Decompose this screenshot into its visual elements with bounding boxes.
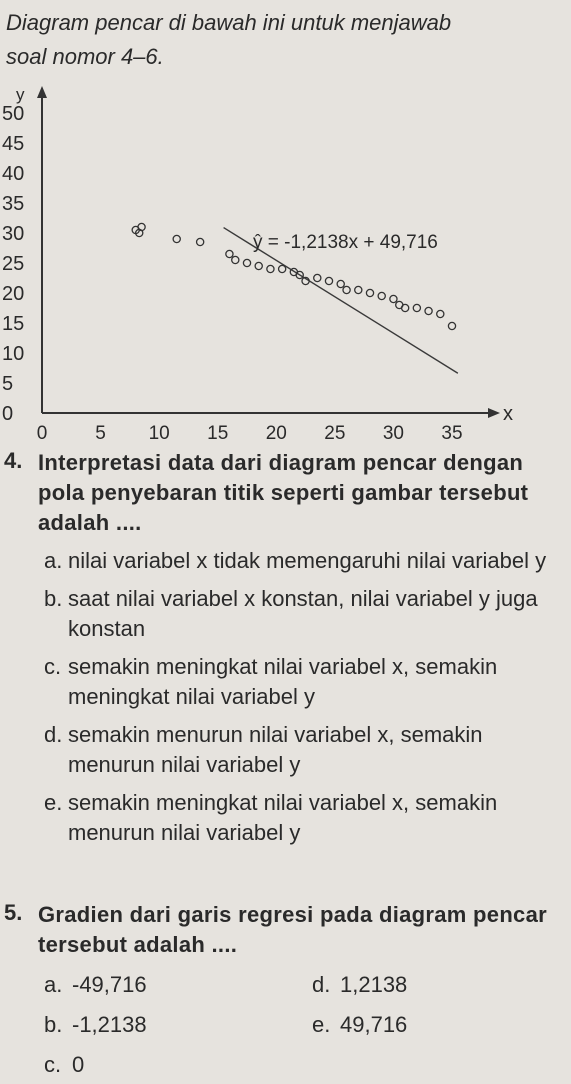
option-label: b. xyxy=(44,586,63,611)
data-point xyxy=(337,280,344,287)
scatter-diagram xyxy=(0,80,571,440)
data-point xyxy=(355,286,362,293)
option-5b[interactable] xyxy=(44,1010,312,1040)
option-label: a. xyxy=(44,548,63,573)
option-text: -1,2138 xyxy=(72,1012,147,1037)
option-text: -49,716 xyxy=(72,972,147,997)
x-axis-label: x xyxy=(503,403,513,425)
x-tick-label: 10 xyxy=(148,423,170,440)
option-5d[interactable] xyxy=(312,970,542,1000)
x-tick-label: 25 xyxy=(324,423,346,440)
option-text: semakin meningkat nilai variabel x, semakin menurun nilai variabel y xyxy=(68,790,498,845)
y-tick-label: 5 xyxy=(2,373,14,395)
option-label: c. xyxy=(44,1052,62,1077)
data-point xyxy=(437,310,444,317)
instruction-line-2: soal nomor 4–6. xyxy=(6,44,164,69)
y-tick-label: 25 xyxy=(2,253,25,275)
option-4a[interactable] xyxy=(44,546,571,576)
data-point xyxy=(314,274,321,281)
option-text: semakin menurun nilai variabel x, semakin menurun nilai variabel y xyxy=(68,722,483,777)
option-4e[interactable] xyxy=(44,788,571,848)
data-point xyxy=(232,256,239,263)
data-point xyxy=(267,265,274,272)
question-5-options xyxy=(44,970,571,1080)
y-tick-label: 10 xyxy=(2,343,25,365)
y-tick-label: 30 xyxy=(2,223,25,245)
data-point xyxy=(343,286,350,293)
question-5-number: 5. xyxy=(4,900,23,925)
option-text: semakin meningkat nilai variabel x, semakin meningkat nilai variabel y xyxy=(68,654,498,709)
data-point xyxy=(243,259,250,266)
y-tick-label: 50 xyxy=(2,103,25,125)
option-5e[interactable] xyxy=(312,1010,542,1040)
data-point xyxy=(226,250,233,257)
data-point xyxy=(173,235,180,242)
instruction-header xyxy=(6,6,451,74)
x-tick-label: 35 xyxy=(441,423,463,440)
data-point xyxy=(425,307,432,314)
question-5 xyxy=(0,900,571,1080)
x-axis-arrow xyxy=(488,408,500,418)
data-point xyxy=(413,304,420,311)
option-text: 0 xyxy=(72,1052,85,1077)
data-point xyxy=(402,304,409,311)
x-tick-label: 30 xyxy=(382,423,404,440)
question-4-text: Interpretasi data dari diagram pencar dengan pola penyebaran titik seperti gambar tersebut adalah .... xyxy=(38,450,529,535)
option-text: nilai variabel x tidak memengaruhi nilai variabel y xyxy=(68,548,547,573)
data-point xyxy=(325,277,332,284)
x-tick-label: 5 xyxy=(95,423,106,440)
option-5a[interactable] xyxy=(44,970,312,1000)
option-label: d. xyxy=(312,972,331,997)
option-label: c. xyxy=(44,654,62,679)
x-tick-label: 0 xyxy=(36,423,48,440)
option-label: e. xyxy=(312,1012,331,1037)
option-text: saat nilai variabel x konstan, nilai variabel y juga konstan xyxy=(68,586,538,641)
data-point xyxy=(197,238,204,245)
y-tick-label: 20 xyxy=(2,283,25,305)
option-text: 49,716 xyxy=(340,1012,408,1037)
x-tick-label: 20 xyxy=(265,423,287,440)
y-axis-arrow xyxy=(37,86,47,98)
option-4c[interactable] xyxy=(44,652,571,712)
option-4b[interactable] xyxy=(44,584,571,644)
x-tick-label: 15 xyxy=(207,423,229,440)
question-4 xyxy=(0,448,571,848)
instruction-line-1: Diagram pencar di bawah ini untuk menjawab xyxy=(6,10,452,35)
question-4-number: 4. xyxy=(4,448,23,473)
option-label: b. xyxy=(44,1012,63,1037)
data-point xyxy=(279,265,286,272)
option-label: d. xyxy=(44,722,63,747)
option-label: e. xyxy=(44,790,63,815)
data-point xyxy=(366,289,373,296)
y-axis-label: y xyxy=(16,85,25,104)
data-point xyxy=(255,262,262,269)
option-4d[interactable] xyxy=(44,720,571,780)
option-text: 1,2138 xyxy=(340,972,408,997)
option-label: a. xyxy=(44,972,63,997)
option-5c[interactable] xyxy=(44,1050,312,1080)
data-point xyxy=(448,322,455,329)
y-tick-label: 45 xyxy=(2,133,25,155)
regression-equation: ŷ = -1,2138x + 49,716 xyxy=(253,232,438,253)
data-point xyxy=(378,292,385,299)
x-tick-labels xyxy=(37,423,463,440)
y-tick-label: 40 xyxy=(2,163,25,185)
question-5-text: Gradien dari garis regresi pada diagram pencar tersebut adalah .... xyxy=(38,902,547,957)
y-tick-labels xyxy=(2,103,24,425)
y-tick-label: 15 xyxy=(2,313,25,335)
y-tick-label: 0 xyxy=(2,403,14,425)
y-tick-label: 35 xyxy=(2,193,25,215)
data-point xyxy=(390,295,397,302)
